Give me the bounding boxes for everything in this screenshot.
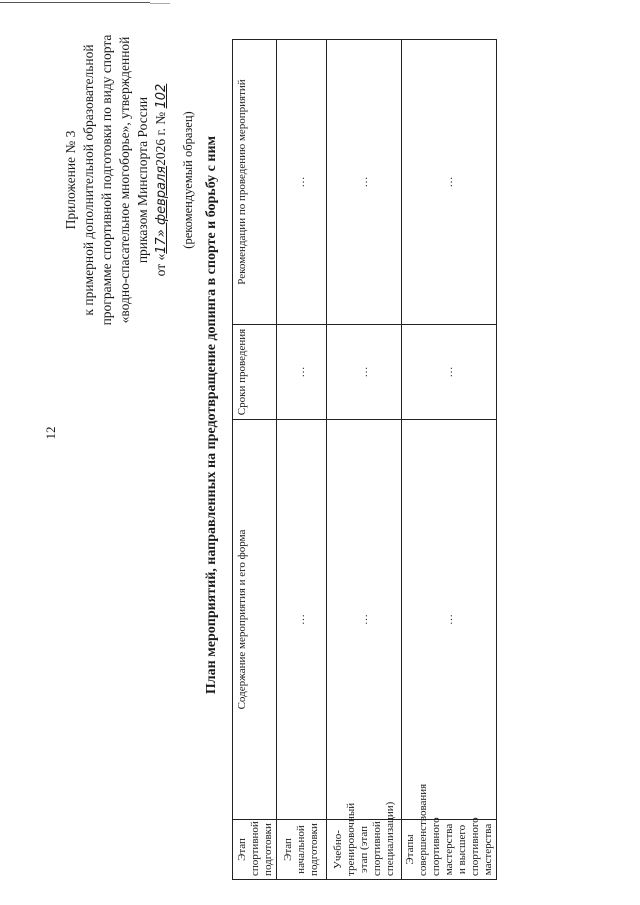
appendix-line-3: «водно-спасательное многоборье», утвержденной — [117, 36, 132, 324]
date-year: 2026 г. № — [153, 108, 168, 166]
table-cell-stage: Этапы совершенствования спортивного мастерства и высшего спортивного мастерства — [402, 820, 497, 880]
header-stage: Этап спортивной подготовки — [233, 820, 277, 880]
table-cell-stage: Учебно-тренировочный этап (этап спортивной специализации) — [327, 820, 402, 880]
table-cell-timing: … — [402, 325, 497, 420]
table-cell-timing: … — [277, 325, 327, 420]
appendix-header — [62, 15, 171, 345]
table-cell-recommendations: … — [277, 40, 327, 325]
date-prefix: от « — [153, 253, 168, 277]
table-cell-recommendations: … — [327, 40, 402, 325]
table-cell-content: … — [327, 420, 402, 820]
appendix-title: Приложение № 3 — [63, 130, 78, 230]
header-recommendations: Рекомендации по проведению мероприятий — [233, 40, 277, 325]
appendix-line-4: приказом Минспорта России — [135, 96, 150, 264]
table-row — [327, 40, 402, 880]
table-cell-content: … — [402, 420, 497, 820]
handwritten-date: 17» февраля — [154, 165, 169, 254]
plan-table — [232, 39, 497, 880]
table-header-row — [233, 40, 277, 880]
sample-note: (рекомендуемый образец) — [181, 111, 195, 249]
header-content: Содержание мероприятия и его форма — [233, 420, 277, 820]
table-cell-stage: Этап начальной подготовки — [277, 820, 327, 880]
plan-title: План мероприятий, направленных на предотвращение допинга в спорте и борьбу с ним — [204, 135, 219, 695]
table-cell-recommendations: … — [402, 40, 497, 325]
page-number: 12 — [43, 426, 58, 440]
table-row — [277, 40, 327, 880]
handwritten-order-number: 102 — [154, 83, 169, 109]
appendix-date-line — [152, 15, 171, 345]
appendix-line-2: программе спортивной подготовки по виду спорта — [99, 34, 114, 326]
table-cell-timing: … — [327, 325, 402, 420]
table-row — [402, 40, 497, 880]
header-timing: Сроки проведения — [233, 325, 277, 420]
appendix-line-1: к примерной дополнительной образовательной — [81, 44, 96, 316]
table-cell-content: … — [277, 420, 327, 820]
